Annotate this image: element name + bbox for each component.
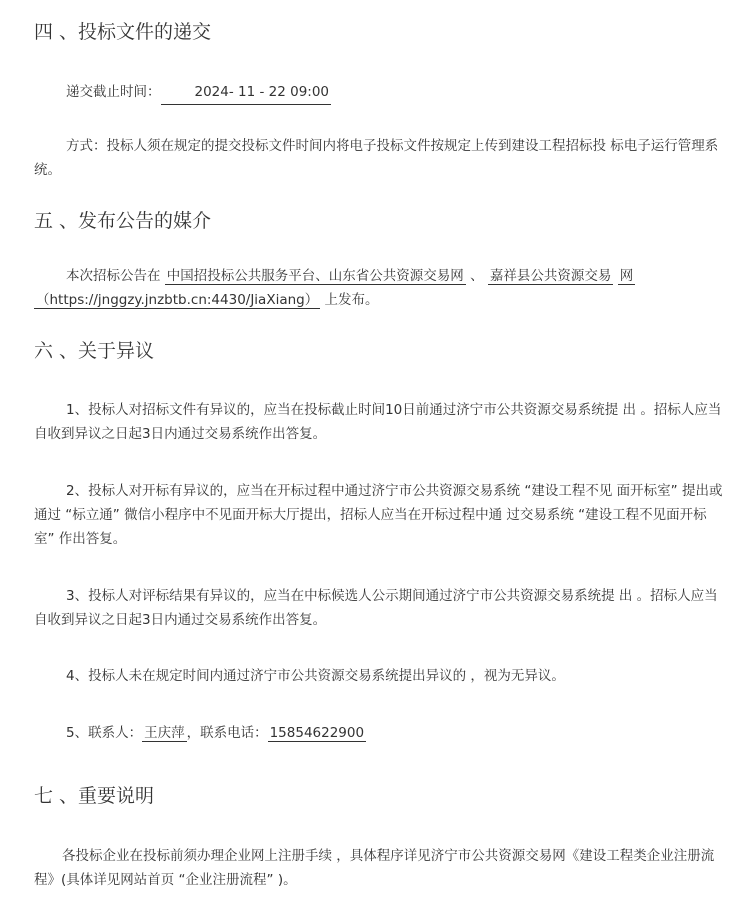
platform-link-2[interactable]: 嘉祥县公共资源交易 — [489, 268, 612, 284]
platform-link-1[interactable]: 中国招投标公共服务平台、山东省公共资源交易网 — [166, 268, 464, 284]
section-5-heading: 五 、发布公告的媒介 — [34, 210, 212, 232]
media-separator: 、 — [470, 268, 484, 284]
objection-item-2: 2、投标人对开标有异议的，应当在开标过程中通过济宁市公共资源交易系统 “建设工程不见 面开标室” 提出或通过 “标立通” 微信小程序中不见面开标大厅提出，招标人应当在开标过程中通 过交易系统 “建设工程不见面开标室” 作出答复。 — [34, 483, 723, 547]
deadline-label: 递交截止时间： — [66, 84, 161, 100]
section-6-heading: 六 、关于异议 — [34, 340, 155, 362]
media-text-1: 本次招标公告在 — [66, 268, 161, 284]
contact-phone: 15854622900 — [269, 725, 365, 741]
section-7-heading: 七 、重要说明 — [34, 785, 155, 807]
deadline-value: 2024- 11 - 22 09:00 — [161, 80, 332, 105]
media-text-2: 上发布。 — [324, 292, 379, 308]
media-paragraph — [34, 264, 724, 312]
phone-label: ，联系电话： — [186, 725, 268, 741]
contact-name: 王庆萍 — [144, 725, 185, 741]
submission-method: 方式：投标人须在规定的提交投标文件时间内将电子投标文件按规定上传到建设工程招标投 标电子运行管理系统。 — [34, 138, 719, 178]
deadline-line — [34, 80, 724, 105]
objection-item-3: 3、投标人对评标结果有异议的，应当在中标候选人公示期间通过济宁市公共资源交易系统提 出 。招标人应当自收到异议之日起3日内通过交易系统作出答复。 — [34, 588, 718, 628]
platform-web[interactable]: 网 — [619, 268, 634, 284]
objection-item-4: 4、投标人未在规定时间内通过济宁市公共资源交易系统提出异议的 ，视为无异议。 — [66, 668, 565, 684]
platform-url-link[interactable]: （https://jnggzy.jnzbtb.cn:4430/JiaXiang） — [36, 292, 319, 308]
contact-line — [34, 721, 724, 745]
registration-note: 各投标企业在投标前须办理企业网上注册手续 ，具体程序详见济宁市公共资源交易网《建设工程类企业注册流程》(具体详见网站首页 “企业注册流程” )。 — [34, 848, 715, 888]
section-4-heading: 四 、投标文件的递交 — [34, 21, 212, 43]
contact-label: 5、联系人： — [66, 725, 143, 741]
objection-item-1: 1、投标人对招标文件有异议的，应当在投标截止时间10日前通过济宁市公共资源交易系统提 出 。招标人应当自收到异议之日起3日内通过交易系统作出答复。 — [34, 402, 722, 442]
